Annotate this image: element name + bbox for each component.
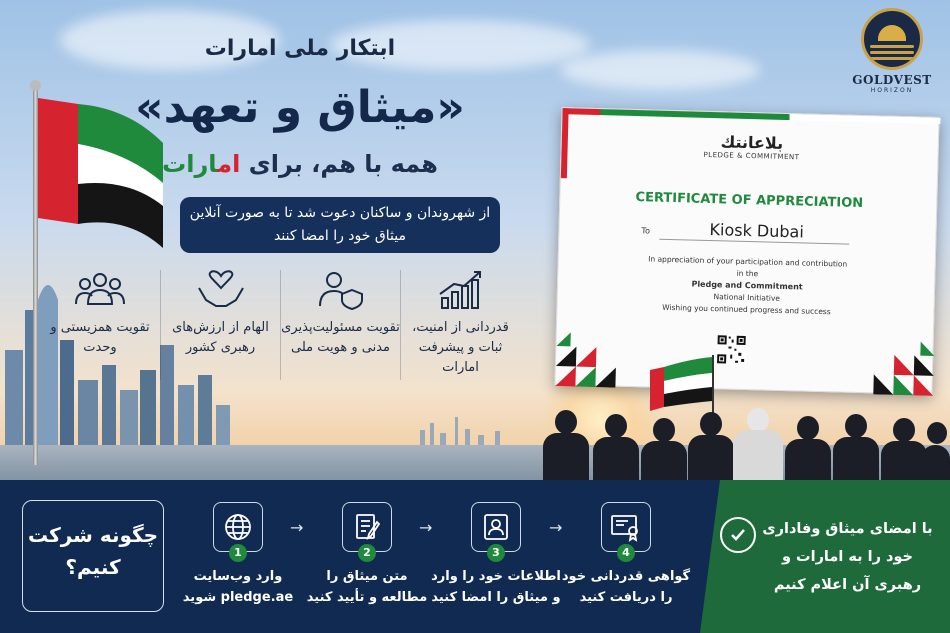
step-2 (302, 502, 432, 608)
cert-line-3: Pledge and Commitment (691, 279, 803, 292)
brand-seal-icon (861, 8, 923, 70)
brand-name: GOLDVEST (852, 73, 932, 87)
growth-chart-icon (436, 270, 486, 310)
checkmark-icon (720, 517, 756, 553)
arrow-right-icon: → (419, 518, 433, 537)
cert-recipient: Kiosk Dubai (709, 220, 805, 242)
initiative-title: «میثاق و تعهد» (135, 82, 465, 133)
cert-logo (691, 132, 812, 162)
step-number: 3 (487, 544, 505, 562)
cert-logo-text: بلاعانتك (720, 132, 784, 153)
cert-line-1: In appreciation of your participation and contribution (648, 254, 848, 269)
step-3 (431, 502, 561, 608)
invitation-box: از شهروندان و ساکنان دعوت شد تا به صورت آنلاین میثاق خود را امضا کنند (180, 197, 500, 253)
cloud (560, 50, 760, 90)
flag-pole-finial (30, 80, 41, 91)
step-1 (173, 502, 303, 608)
cert-stripe (563, 108, 941, 124)
cert-corner-pattern (863, 326, 935, 396)
user-shield-icon (316, 270, 366, 310)
cert-body (557, 251, 936, 321)
brand-subtitle: HORIZON (870, 87, 914, 94)
value-text: الهام از ارزش‌های رهبری کشور (172, 320, 269, 355)
value-item (280, 270, 400, 380)
value-item (40, 270, 160, 380)
tagline-green: ارات (162, 150, 218, 178)
arrow-right-icon: → (290, 518, 304, 537)
cert-stripe (561, 108, 569, 178)
how-to-participate-label: چگونه شرکت کنیم؟ (22, 500, 164, 612)
pledge-message: با امضای میثاق وفاداری خود را به امارات و رهبری آن اعلام کنیم (762, 521, 933, 593)
tagline-prefix: همه با هم، برای (240, 150, 438, 178)
value-item (400, 270, 520, 380)
qr-code-icon (716, 334, 747, 365)
brand-logo (842, 8, 942, 98)
people-group-icon (75, 270, 125, 310)
certificate-card (554, 107, 939, 395)
cert-title: CERTIFICATE OF APPRECIATION (635, 190, 864, 212)
cert-line-2: in the (736, 268, 759, 279)
tagline-red: ام (217, 150, 241, 178)
arrow-right-icon: → (549, 518, 563, 537)
initiative-subtitle: ابتکار ملی امارات (204, 36, 396, 61)
step-number: 4 (617, 544, 635, 562)
step-number: 1 (229, 544, 247, 562)
cert-line-5: Wishing you continued progress and success (662, 302, 831, 317)
cert-logo-sub: PLEDGE & COMMITMENT (703, 150, 800, 162)
cert-line-4: National Initiative (713, 292, 781, 303)
value-text: تقویت همزیستی و وحدت (50, 320, 150, 355)
step-text: وارد وب‌سایت pledge.ae شوید (182, 569, 294, 605)
cert-to-label: To (641, 226, 651, 236)
step-4 (561, 502, 691, 608)
tagline (140, 150, 460, 178)
value-item (160, 270, 280, 380)
step-text: اطلاعات خود را وارد و میثاق را امضا کنید (431, 569, 561, 605)
value-text: تقویت مسئولیت‌پذیری مدنی و هویت ملی (281, 320, 400, 355)
cert-corner-pattern (555, 318, 627, 388)
step-text: متن میثاق را مطالعه و تأیید کنید (306, 569, 428, 605)
value-text: قدردانی از امنیت، ثبات و پیشرفت امارات (412, 320, 509, 375)
step-number: 2 (358, 544, 376, 562)
values-row (40, 270, 520, 380)
people-silhouettes (525, 400, 950, 485)
heart-hands-icon (196, 270, 246, 310)
step-text: گواهی قدردانی خود را دریافت کنید (561, 569, 691, 605)
